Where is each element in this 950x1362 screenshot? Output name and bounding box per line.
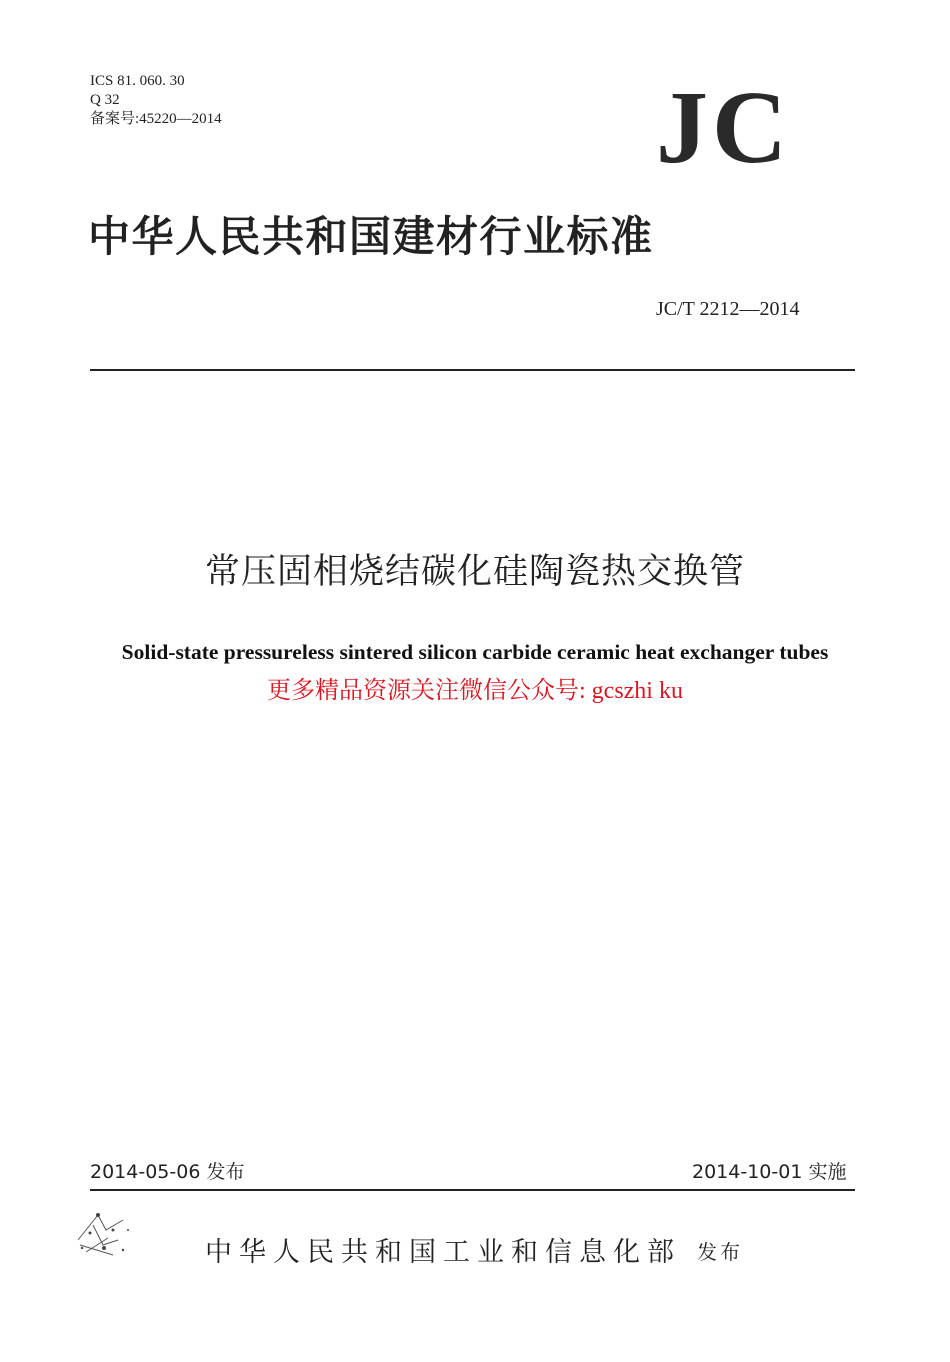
standard-category-title: 中华人民共和国建材行业标准: [88, 212, 654, 261]
document-title-english: Solid-state pressureless sintered silicon carbide ceramic heat exchanger tubes: [121, 640, 829, 664]
jc-logo: JC: [656, 70, 792, 185]
top-divider: [90, 369, 855, 371]
bottom-divider: [90, 1189, 855, 1191]
publisher-seal-icon: [68, 1200, 138, 1270]
standard-number: JC/T 2212—2014: [656, 298, 800, 320]
record-number: 备案号:45220—2014: [90, 111, 222, 127]
promo-text: 更多精品资源关注微信公众号: gcszhi ku: [267, 678, 683, 704]
implementation-date: 2014-10-01 实施: [692, 1161, 847, 1183]
issue-date: 2014-05-06 发布: [90, 1161, 245, 1183]
document-title-chinese: 常压固相烧结碳化硅陶瓷热交换管: [204, 552, 745, 592]
publish-label: 发布: [697, 1240, 743, 1264]
ics-code: ICS 81. 060. 30: [90, 73, 185, 89]
document-meta: [90, 72, 222, 129]
classification-code: Q 32: [90, 92, 120, 108]
publisher-name: 中华人民共和国工业和信息化部: [205, 1237, 681, 1268]
